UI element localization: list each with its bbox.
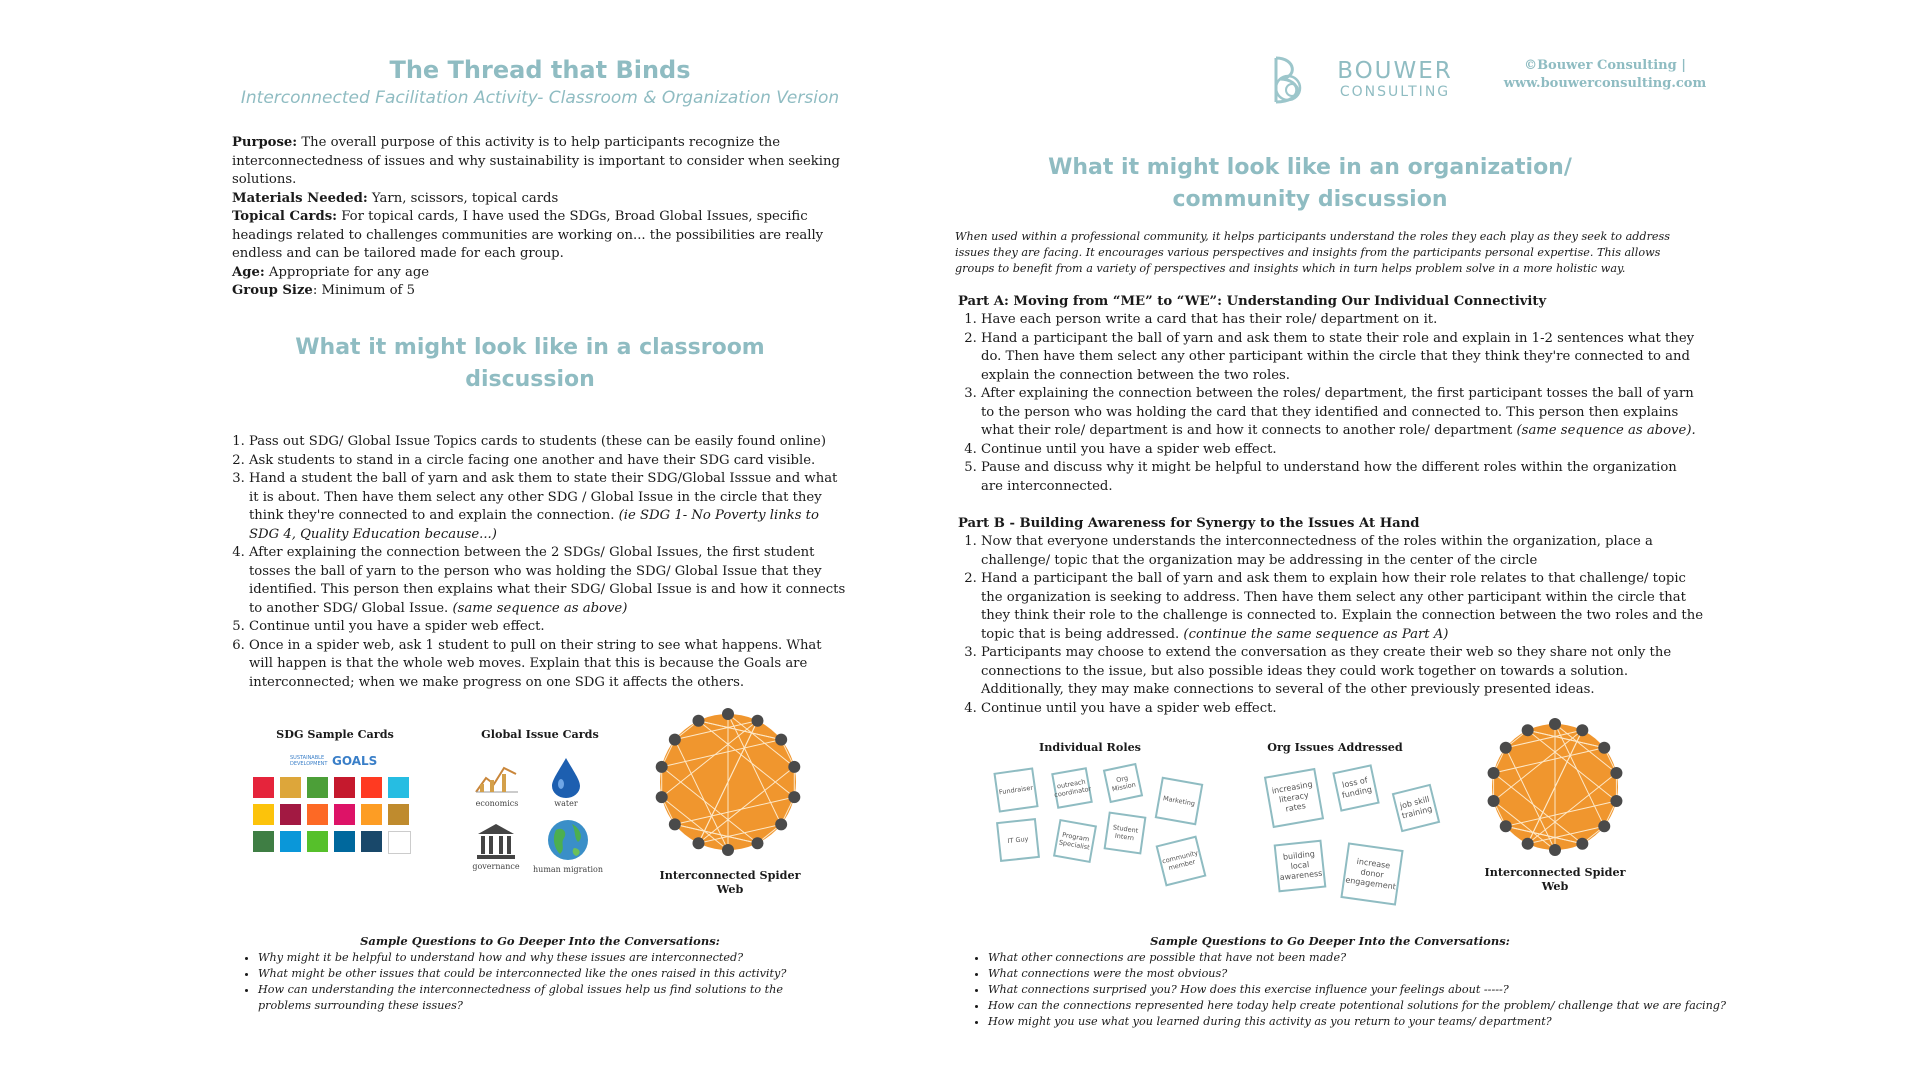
economics-label: economics	[475, 799, 519, 808]
age-text: Appropriate for any age	[268, 264, 430, 280]
issue-card: loss of funding	[1332, 764, 1379, 811]
group-size-label: Group Size	[232, 283, 313, 298]
web-person	[1610, 767, 1622, 779]
age-label: Age:	[232, 264, 265, 280]
sdg-tile	[334, 804, 355, 825]
web-person	[1610, 795, 1622, 807]
individual-roles-image	[990, 758, 1210, 898]
issue-card: job skill training	[1392, 784, 1440, 832]
sdg-tile	[361, 831, 382, 852]
question-item: • What might be other issues that could be interconnected like the ones raised in this activity?	[258, 966, 826, 982]
purpose-text: The overall purpose of this activity is to help participants recognize the interconnectedness of issues and why sustainability is important to consider when seeking solutions.	[232, 135, 840, 187]
role-card: Fundraiser	[993, 767, 1038, 812]
individual-roles-caption: Individual Roles	[1039, 740, 1141, 754]
document-title: The Thread that Binds	[389, 56, 691, 84]
classroom-heading-line2: discussion	[465, 367, 595, 392]
human-migration-label: human migration	[533, 865, 603, 874]
list-item: 2. Ask students to stand in a circle facing one another and have their SDG card visible.	[249, 452, 847, 471]
spider-web-caption: Interconnected Spider Web	[1484, 865, 1626, 893]
sdg-tile	[280, 777, 301, 798]
sdg-banner: SUSTAINABLE DEVELOPMENT	[290, 755, 328, 767]
questions-list	[236, 950, 826, 1014]
sdg-tile	[361, 777, 382, 798]
web-person	[1500, 742, 1512, 754]
sdg-tile	[334, 777, 355, 798]
spider-web-image	[648, 702, 808, 862]
web-person	[692, 715, 704, 727]
question-item: • How can the connections represented here today help create potentional solutions for the problem/ challenge that we are facing?	[988, 998, 1726, 1014]
economics-icon	[472, 758, 522, 798]
list-item: 3. Participants may choose to extend the conversation as they create their web so they share not only the connections to the issue, but also possible ideas they could work together on towards a solution. Additionally, they may make connections to several of the other previously presented ideas.	[981, 644, 1710, 700]
web-person	[1598, 742, 1610, 754]
sdg-tile	[253, 831, 274, 852]
sdg-tile	[334, 831, 355, 852]
sdg-goals-word: GOALS	[332, 754, 378, 768]
list-item: 2. Hand a participant the ball of yarn and ask them to explain how their role relates to that challenge/ topic the organization is seeking to address. Then have them select any other participant within the circle that they think their role to the challenge is connected to. Explain the connection between the two roles and the topic that is being addressed. (continue the same sequence as Part A)	[981, 570, 1710, 644]
web-person	[1488, 767, 1500, 779]
role-card: Student Intern	[1104, 812, 1147, 855]
issue-card: building local awareness	[1274, 840, 1327, 893]
copyright: ©Bouwer Consulting | www.bouwerconsulting.com	[1503, 58, 1707, 91]
web-person	[1488, 795, 1500, 807]
questions-list	[966, 950, 1726, 1030]
web-person	[1522, 838, 1534, 850]
web-person	[752, 837, 764, 849]
web-person	[1576, 724, 1588, 736]
web-person	[1598, 820, 1610, 832]
web-person	[656, 761, 668, 773]
web-person	[788, 791, 800, 803]
sdg-tile	[307, 777, 328, 798]
sdg-tile	[253, 804, 274, 825]
organization-heading: What it might look like in an organization/ community discussion	[1048, 155, 1572, 212]
issue-card: increasing literacy rates	[1264, 768, 1324, 828]
governance-label: governance	[472, 862, 520, 871]
web-person	[669, 818, 681, 830]
list-item: 2. Hand a participant the ball of yarn and ask them to state their role and explain in 1-2 sentences what they do. Then have them select any other participant within the circle that they think they're connected to and explain the connection between the two roles.	[981, 330, 1702, 386]
web-person	[1549, 718, 1561, 730]
global-issue-images	[460, 752, 620, 882]
sdg-tile	[388, 831, 411, 854]
materials-label: Materials Needed:	[232, 190, 368, 206]
classroom-heading	[230, 332, 830, 396]
bouwer-logo-icon	[1262, 52, 1318, 108]
list-item: 4. After explaining the connection between the 2 SDGs/ Global Issues, the first student tosses the ball of yarn to the person who was holding the SDG/ Global Issue that they identified. This person then explains what their SDG/ Global Issue is and how it connects to another SDG/ Global Issue. (same sequence as above)	[249, 544, 847, 618]
sdg-goals-image	[250, 752, 420, 862]
classroom-steps	[230, 433, 847, 692]
question-item: • What connections surprised you? How does this exercise influence your feelings about -----?	[988, 982, 1726, 998]
list-item: 1. Have each person write a card that has their role/ department on it.	[981, 311, 1702, 330]
sdg-tile	[388, 777, 409, 798]
global-issue-caption: Global Issue Cards	[481, 727, 599, 741]
logo-word-consulting: CONSULTING	[1339, 84, 1451, 100]
web-person	[1549, 844, 1561, 856]
web-person	[1500, 820, 1512, 832]
question-item: • What connections were the most obvious?	[988, 966, 1726, 982]
logo-word-bouwer: BOUWER	[1337, 58, 1453, 84]
web-person	[692, 837, 704, 849]
sdg-tile	[280, 804, 301, 825]
question-item: • How can understanding the interconnectedness of global issues help us find solutions to the problems surrounding these issues?	[258, 982, 826, 1014]
document-subtitle: Interconnected Facilitation Activity- Classroom & Organization Version	[240, 88, 840, 108]
group-size-text: : Minimum of 5	[312, 283, 415, 298]
globe-icon	[546, 818, 590, 862]
role-card: community member	[1156, 836, 1207, 887]
issue-card: increase donor engagement	[1340, 842, 1403, 905]
question-item: • What other connections are possible that have not been made?	[988, 950, 1726, 966]
org-issues-caption: Org Issues Addressed	[1267, 740, 1403, 754]
web-person	[722, 844, 734, 856]
sdg-tile	[307, 804, 328, 825]
water-drop-icon	[546, 756, 586, 800]
web-person	[775, 818, 787, 830]
spider-web-image	[1480, 712, 1630, 862]
list-item: 5. Pause and discuss why it might be helpful to understand how the different roles within the organization are interconnected.	[981, 459, 1702, 496]
list-item: 1. Pass out SDG/ Global Issue Topics cards to students (these can be easily found online)	[249, 433, 847, 452]
part-a-title: Part A: Moving from “ME” to “WE”: Understanding Our Individual Connectivity	[958, 294, 1547, 309]
web-person	[1522, 724, 1534, 736]
part-a-steps	[962, 311, 1702, 496]
web-person	[1576, 838, 1588, 850]
web-person	[656, 791, 668, 803]
list-item: 1. Now that everyone understands the interconnectedness of the roles within the organization, place a challenge/ topic that the organization may be addressing in the center of the circle	[981, 533, 1710, 570]
list-item: 4. Continue until you have a spider web effect.	[981, 441, 1702, 460]
list-item: 6. Once in a spider web, ask 1 student to pull on their string to see what happens. What will happen is that the whole web moves. Explain that this is because the Goals are interconnected; when we make progress on one SDG it affects the others.	[249, 637, 847, 693]
part-b-steps	[962, 533, 1710, 718]
part-b-title: Part B - Building Awareness for Synergy to the Issues At Hand	[958, 516, 1420, 531]
web-person	[669, 734, 681, 746]
question-item: • How might you use what you learned during this activity as you return to your teams/ department?	[988, 1014, 1726, 1030]
question-item: • Why might it be helpful to understand how and why these issues are interconnected?	[258, 950, 826, 966]
web-person	[752, 715, 764, 727]
materials-text: Yarn, scissors, topical cards	[367, 190, 559, 206]
questions-title: Sample Questions to Go Deeper Into the Conversations:	[1150, 934, 1510, 948]
sdg-tile	[361, 804, 382, 825]
list-item: 5. Continue until you have a spider web effect.	[249, 618, 847, 637]
web-person	[788, 761, 800, 773]
role-card: Marketing	[1155, 777, 1204, 826]
purpose-label: Purpose:	[232, 135, 298, 150]
org-issues-image	[1262, 758, 1442, 908]
list-item: 3. Hand a student the ball of yarn and ask them to state their SDG/Global Isssue and what it is about. Then have them select any other SDG / Global Issue in the circle that they think they're connected to and explain the connection. (ie SDG 1- No Poverty links to SDG 4, Quality Education because...)	[249, 470, 847, 544]
role-card: Program Specialist	[1053, 819, 1097, 863]
sdg-tile	[280, 831, 301, 852]
sdg-tile	[388, 804, 409, 825]
organization-intro: When used within a professional community, it helps participants understand the roles they each play as they seek to address issues they are facing. It encourages various perspectives and insights from the participants personal expertise. This allows groups to benefit from a variety of perspectives and insights which in turn helps problem solve in a more holistic way.	[955, 230, 1671, 275]
spider-web-caption: Interconnected Spider Web	[659, 868, 801, 896]
topical-label: Topical Cards:	[232, 209, 338, 224]
governance-icon	[474, 822, 518, 862]
bouwer-logo-text	[1330, 58, 1460, 100]
role-card: outreach coordinator	[1051, 767, 1093, 809]
sdg-caption: SDG Sample Cards	[276, 727, 394, 741]
sdg-tile	[253, 777, 274, 798]
classroom-heading-line1: What it might look like in a classroom	[295, 335, 765, 360]
questions-title: Sample Questions to Go Deeper Into the Conversations:	[360, 934, 720, 948]
activity-info	[232, 134, 847, 301]
role-card: IT Guy	[996, 818, 1040, 862]
web-person	[775, 734, 787, 746]
water-label: water	[554, 799, 578, 808]
topical-text: For topical cards, I have used the SDGs, Broad Global Issues, specific headings related to challenges communities are working on... the possibilities are really endless and can be tailored made for each group.	[232, 209, 824, 261]
web-person	[722, 708, 734, 720]
list-item: 4. Continue until you have a spider web effect.	[981, 700, 1710, 719]
list-item: 3. After explaining the connection between the roles/ department, the first participant tosses the ball of yarn to the person who was holding the card that they identified and connected to. This person then explains what their role/ department is and how it connects to another role/ department (same sequence as above).	[981, 385, 1702, 441]
role-card: Org Mission	[1103, 763, 1143, 803]
sdg-tile	[307, 831, 328, 852]
